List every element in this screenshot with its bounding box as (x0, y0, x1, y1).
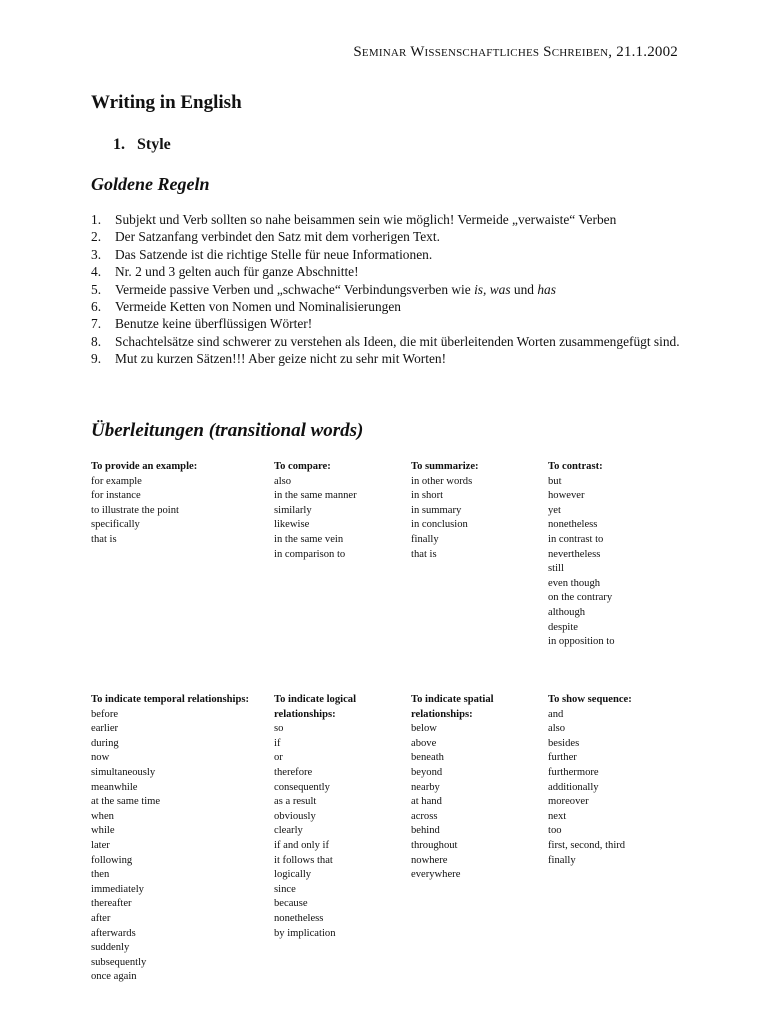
rule-text (115, 263, 691, 280)
transition-word: it follows that (274, 854, 333, 866)
transitions-table-row-1 (91, 460, 691, 650)
rule-text-main: Subjekt und Verb sollten so nahe beisammen sein wie möglich! Vermeide „verwaiste“ Verben (115, 212, 617, 227)
transition-column-heading: To provide an example: (91, 461, 198, 472)
transition-word: although (548, 606, 586, 618)
rule-number: 6. (91, 299, 102, 315)
transition-word: simultaneously (91, 766, 156, 778)
section-heading (113, 136, 171, 154)
transition-word: following (91, 854, 133, 866)
transition-word: before (91, 708, 119, 720)
rule-number: 3. (91, 246, 102, 262)
transition-word: besides (548, 737, 580, 749)
transition-column (411, 693, 548, 985)
transition-word: suddenly (91, 942, 130, 954)
transition-word: meanwhile (91, 781, 138, 793)
rule-text-main: Nr. 2 und 3 gelten auch für ganze Abschnitte! (115, 264, 359, 280)
rule-text-main: Vermeide Ketten von Nomen und Nominalisierungen (115, 299, 401, 315)
transition-word: throughout (411, 839, 458, 851)
transition-word: specifically (91, 519, 140, 531)
transition-word: at the same time (91, 796, 161, 808)
rule-number: 7. (91, 316, 102, 332)
transition-column (548, 693, 678, 985)
transition-word: and (548, 708, 564, 720)
transition-column (274, 693, 411, 985)
transition-word: finally (548, 854, 576, 866)
transitions-heading: Überleitungen (transitional words) (91, 420, 364, 441)
transition-word: in other words (411, 475, 473, 487)
goldene-regeln-heading: Goldene Regeln (91, 174, 210, 194)
transition-word: to illustrate the point (91, 504, 179, 516)
transition-word: in contrast to (548, 533, 604, 545)
transition-word: then (91, 869, 110, 881)
transition-word: once again (91, 971, 137, 983)
transition-column (91, 460, 274, 650)
transition-word: clearly (274, 825, 303, 837)
rule-text (115, 211, 691, 228)
transition-word: in short (411, 490, 444, 502)
transition-word: also (548, 723, 566, 735)
transition-word: above (411, 737, 437, 749)
transition-word: on the contrary (548, 592, 613, 604)
transition-word-list (411, 722, 548, 883)
transition-column (548, 460, 678, 650)
transition-word: in the same vein (274, 533, 344, 545)
transition-word: everywhere (411, 869, 461, 881)
rule-number: 4. (91, 264, 102, 280)
transition-word: below (411, 723, 437, 735)
transition-word: next (548, 810, 567, 822)
transition-word: subsequently (91, 956, 147, 968)
transitions-table-row-2 (91, 693, 691, 985)
transition-word: nonetheless (274, 912, 324, 924)
transition-word: even though (548, 577, 601, 589)
rule-item (91, 333, 691, 350)
rule-text (115, 350, 691, 367)
rule-text-emphasis: has (537, 281, 556, 297)
transition-column-heading: To indicate spatial relationships: (411, 694, 494, 720)
rule-text-main: Das Satzende ist die richtige Stelle für neue Informationen. (115, 246, 433, 262)
rules-list (91, 211, 691, 368)
transition-word: nonetheless (548, 519, 598, 531)
rule-number: 9. (91, 351, 102, 367)
transition-word: likewise (274, 519, 310, 531)
transition-word: that is (91, 533, 117, 545)
transition-word: after (91, 912, 111, 924)
transition-word-list (548, 708, 678, 869)
transition-word: for example (91, 475, 142, 487)
rule-item (91, 263, 691, 280)
section-number: 1. (113, 136, 125, 153)
transition-word: or (274, 752, 283, 764)
transition-word: now (91, 752, 110, 764)
transition-word: despite (548, 621, 579, 633)
rule-item (91, 211, 691, 228)
transition-word: later (91, 839, 110, 851)
rule-text (115, 315, 691, 332)
transition-word: behind (411, 825, 440, 837)
transition-word: still (548, 563, 564, 575)
transition-word: moreover (548, 796, 589, 808)
transition-word: additionally (548, 781, 599, 793)
transition-word: if and only if (274, 839, 330, 851)
transition-word: logically (274, 869, 312, 881)
section-label: Style (137, 136, 171, 153)
transition-word: nevertheless (548, 548, 601, 560)
transition-word: but (548, 475, 562, 487)
transition-word: at hand (411, 796, 442, 808)
transition-word-list (274, 722, 411, 941)
transition-word: in conclusion (411, 519, 468, 531)
transition-column (411, 460, 548, 650)
transition-word: nowhere (411, 854, 448, 866)
rule-text (115, 228, 691, 245)
rule-item (91, 246, 691, 263)
transition-word: obviously (274, 810, 316, 822)
transition-word: since (274, 883, 296, 895)
transition-word: finally (411, 533, 439, 545)
transition-word: so (274, 723, 284, 735)
transition-column-heading: To compare: (274, 461, 331, 472)
transition-word-list (91, 708, 274, 985)
transition-word: however (548, 490, 585, 502)
transition-word: while (91, 825, 115, 837)
transition-word: furthermore (548, 766, 599, 778)
transition-column-heading: To show sequence: (548, 694, 632, 705)
rule-number: 2. (91, 229, 102, 245)
transition-word: nearby (411, 781, 440, 793)
rule-number: 1. (91, 212, 102, 227)
transition-word: similarly (274, 504, 312, 516)
rule-text-emphasis: is, was (474, 281, 511, 297)
transition-word-list (548, 475, 678, 650)
transition-word: as a result (274, 796, 317, 808)
transition-word: in comparison to (274, 548, 346, 560)
transition-word: immediately (91, 883, 144, 895)
rule-text-main: Vermeide passive Verben und „schwache“ Verbindungsverben wie (115, 281, 475, 297)
document-header: Seminar Wissenschaftliches Schreiben, 21.1.2002 (353, 44, 678, 60)
transition-word: further (548, 752, 577, 764)
rule-item (91, 350, 691, 367)
rule-text (115, 281, 691, 298)
document-title: Writing in English (91, 92, 242, 113)
rule-text-main: Schachtelsätze sind schwerer zu verstehen als Ideen, die mit überleitenden Worten zusammengefügt sind. (115, 333, 680, 349)
transition-word: because (274, 898, 308, 910)
transition-word: by implication (274, 927, 336, 939)
rule-item (91, 298, 691, 315)
transition-column (91, 693, 274, 985)
transition-word: in the same manner (274, 490, 357, 502)
rule-text-main: Benutze keine überflüssigen Wörter! (115, 316, 313, 332)
rule-item (91, 315, 691, 332)
transition-word: also (274, 475, 292, 487)
transition-word: in opposition to (548, 636, 615, 648)
transition-word: first, second, third (548, 839, 626, 851)
transition-word: when (91, 810, 114, 822)
rule-text (115, 298, 691, 315)
transition-word: earlier (91, 723, 119, 735)
transition-word: that is (411, 548, 437, 560)
transition-word: across (411, 810, 438, 822)
rule-text (115, 246, 691, 263)
transition-word: consequently (274, 781, 330, 793)
transition-column-heading: To summarize: (411, 461, 479, 472)
transition-word: beyond (411, 766, 443, 778)
rule-text-middle: und (510, 281, 538, 297)
transition-column-heading: To indicate logical relationships: (274, 694, 357, 720)
transition-word: therefore (274, 766, 313, 778)
transition-word: afterwards (91, 927, 136, 939)
transition-word: yet (548, 504, 561, 516)
transition-word-list (411, 475, 548, 563)
transition-column-heading: To indicate temporal relationships: (91, 694, 250, 705)
transition-word: if (274, 737, 281, 749)
rule-number: 5. (91, 281, 102, 297)
rule-number: 8. (91, 333, 102, 349)
transition-word: for instance (91, 490, 141, 502)
transition-word-list (274, 475, 411, 563)
rule-text-main: Der Satzanfang verbindet den Satz mit dem vorherigen Text. (115, 229, 440, 245)
transition-column-heading: To contrast: (548, 461, 603, 472)
rule-item (91, 228, 691, 245)
transition-word-list (91, 475, 274, 548)
transition-word: thereafter (91, 898, 132, 910)
rule-item (91, 281, 691, 298)
transition-word: in summary (411, 504, 462, 516)
transition-column (274, 460, 411, 650)
rule-text (115, 333, 691, 350)
transition-word: beneath (411, 752, 444, 764)
rule-text-main: Mut zu kurzen Sätzen!!! Aber geize nicht zu sehr mit Worten! (115, 351, 447, 367)
transition-word: too (548, 825, 562, 837)
transition-word: during (91, 737, 119, 749)
